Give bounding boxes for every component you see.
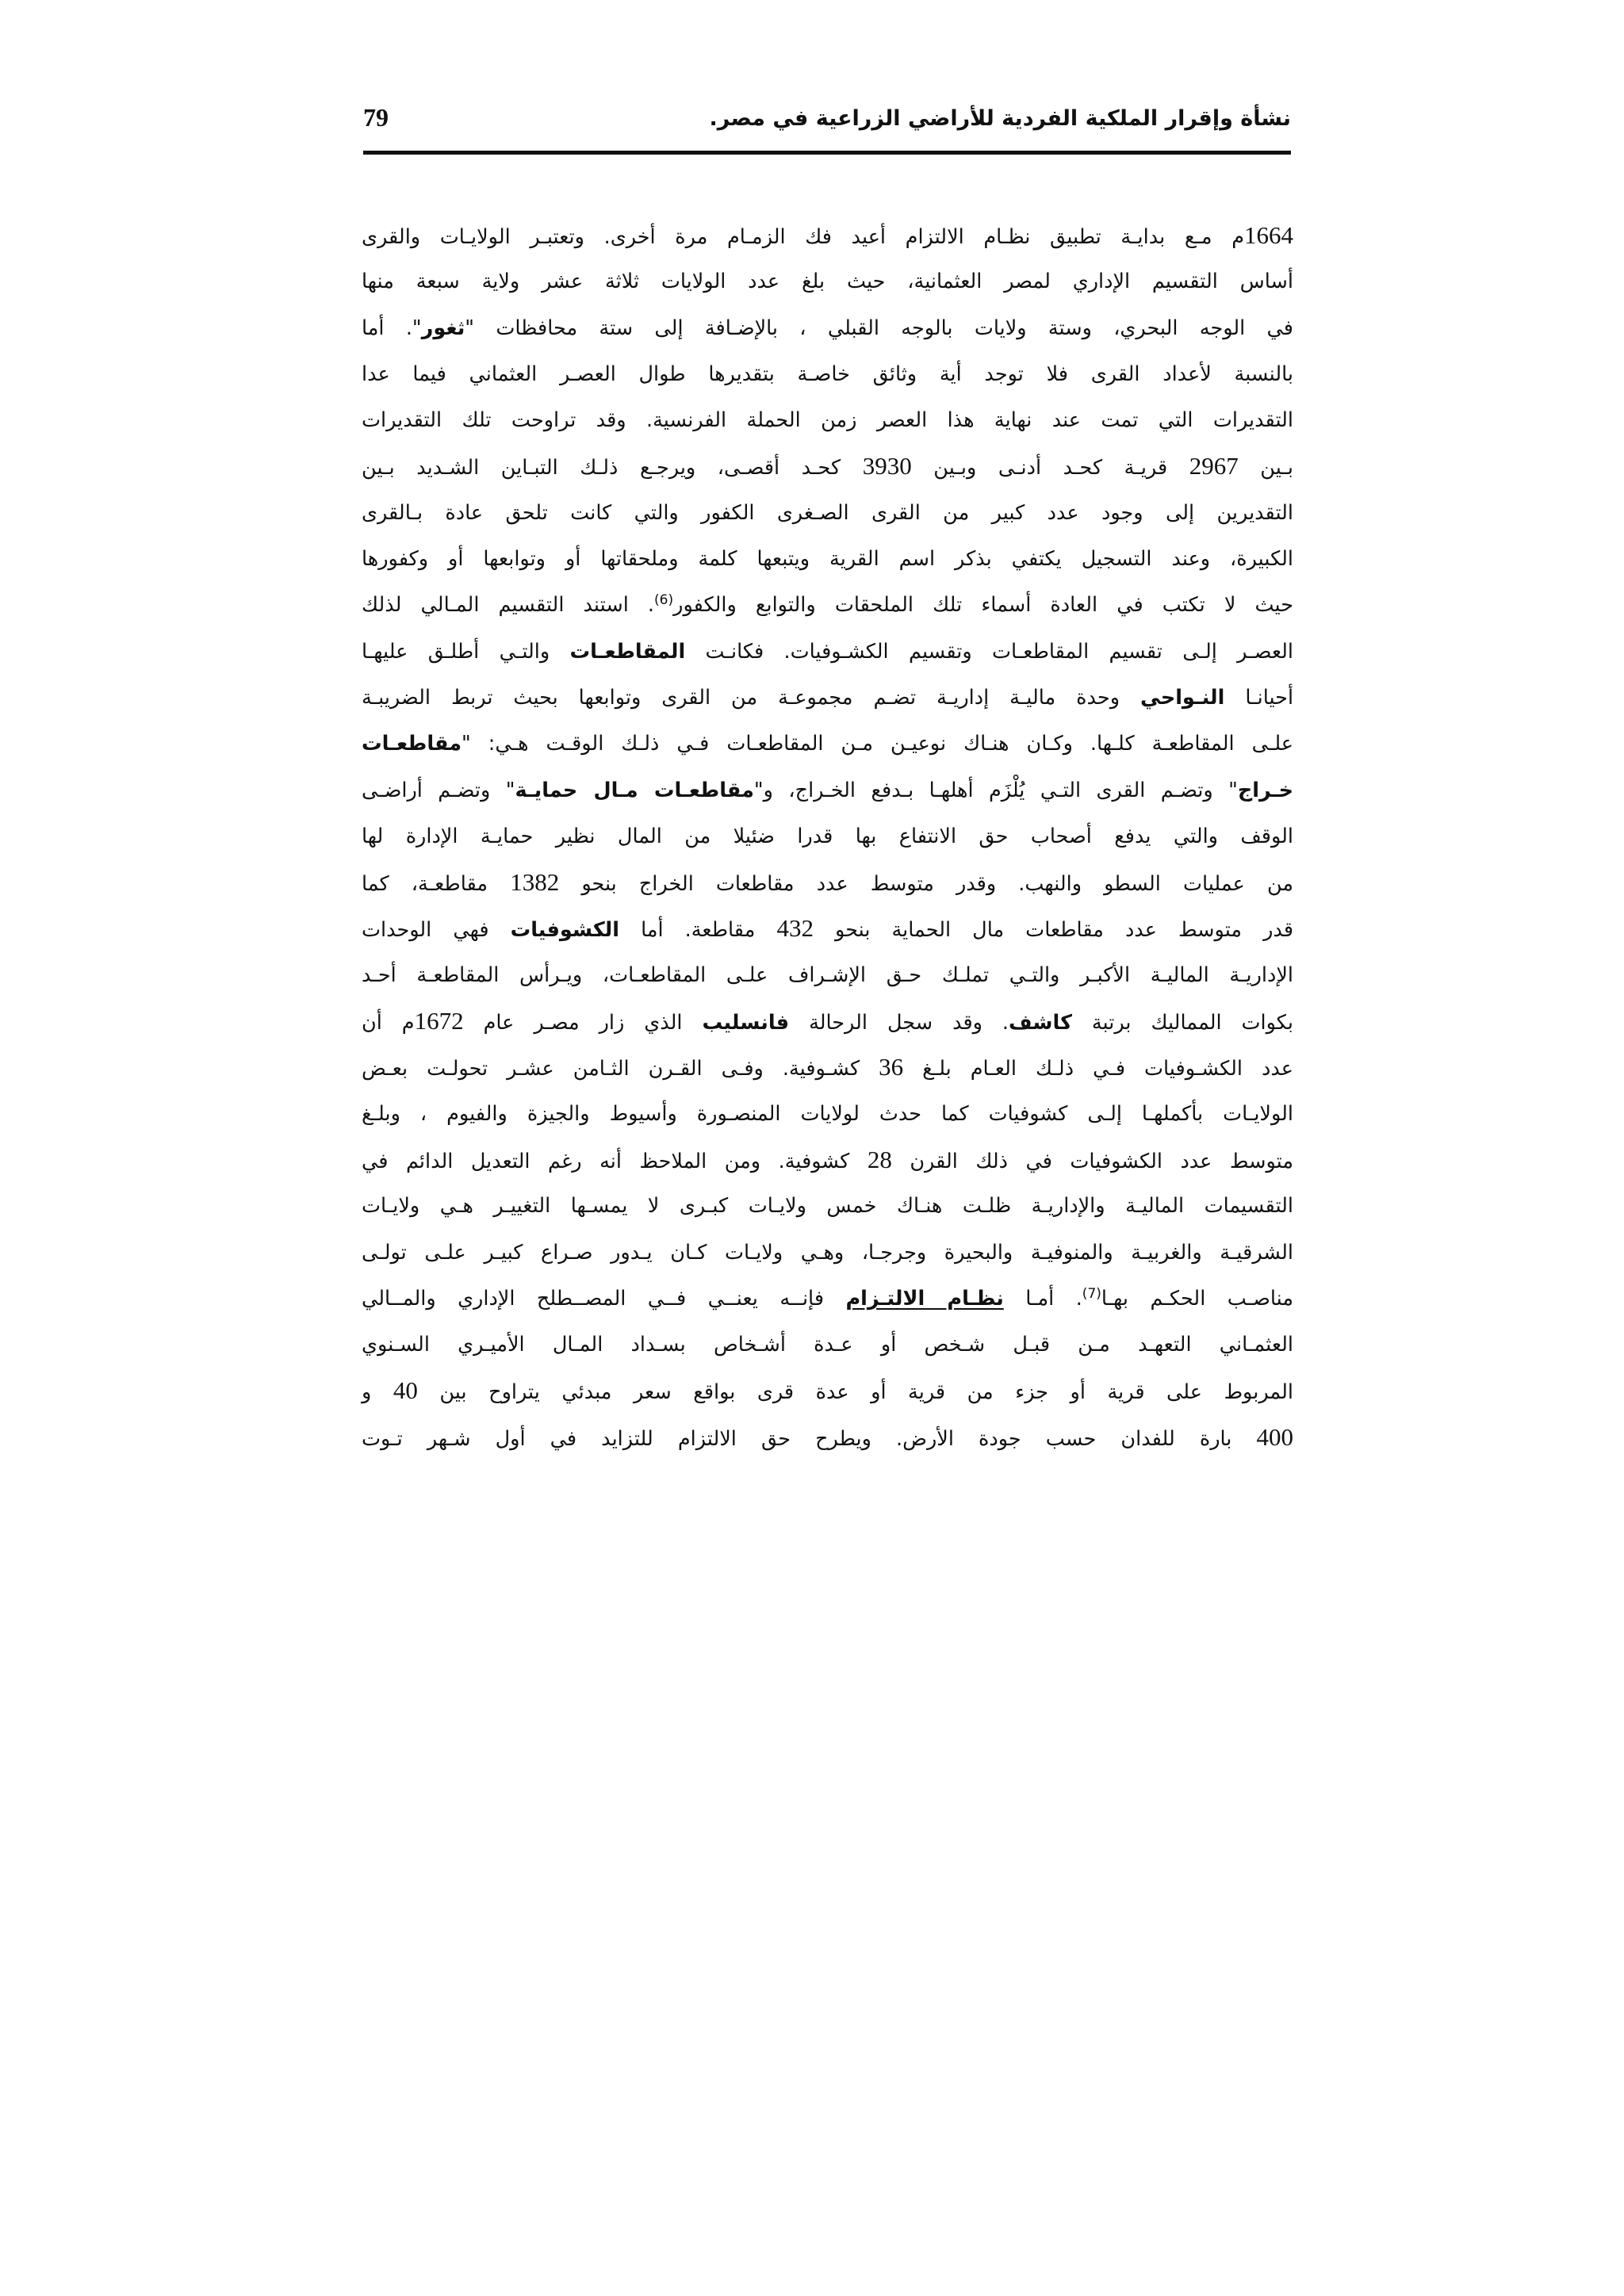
number: 3930	[862, 452, 912, 480]
bold-term: خـراج	[1237, 778, 1293, 802]
text-run: المربوط على قرية أو جزء من قرية أو عدة قرى بواقع سعر مبدئي يتراوح بين	[439, 1380, 1293, 1405]
text-line	[362, 675, 1293, 721]
text-run: كشـوفية. وفـى القـرن الثـامن عشـر تحولـت بعـض	[362, 1057, 860, 1081]
text-line	[362, 1276, 1293, 1322]
number: 28	[867, 1145, 892, 1173]
text-line: الولايـات بأكملهـا إلـى كشوفيات كما حدث لولايات المنصـورة وأسيوط والجيزة والفيوم ، وبلـغ	[362, 1101, 1293, 1126]
text-line: أساس التقسيم الإداري لمصر العثمانية، حيث بلغ عدد الولايات ثلاثة عشر ولاية سبعة منها	[362, 270, 1293, 294]
number: 1382	[510, 868, 560, 897]
text-run: قدر متوسط عدد مقاطعات مال الحماية بنحو	[835, 918, 1294, 943]
text-run: العصـر إلـى تقسيم المقاطعـات وتقسيم الكشـوفيات. فكانـت	[705, 639, 1293, 664]
text-run: فهي الوحدات	[362, 918, 489, 943]
text-line	[362, 859, 1293, 905]
running-header	[363, 95, 1291, 159]
number: 1664	[1244, 221, 1293, 249]
text-run: وحدة ماليـة إداريـة تضـم مجموعـة من القرى وتوابعها بحيث تربط الضريبـة	[362, 685, 1120, 710]
bold-term	[845, 1287, 1003, 1311]
text-run: مناصـب الحكـم بهـا	[1101, 1286, 1294, 1311]
text-run: في الوجه البحري، وستة ولايات بالوجه القبلي ، بالإضـافة إلى ستة محافظات "	[465, 316, 1293, 340]
text-run: عدد الكشـوفيات فـي ذلـك العـام بلـغ	[922, 1057, 1293, 1081]
text-run: بـين	[1260, 456, 1293, 480]
text-run: م مـع بدايـة تطبيق نظـام الالتزام أعيد فك الزمـام مرة أخرى. وتعتبـر الولايـات والقرى	[362, 225, 1244, 249]
text-line	[362, 1368, 1293, 1414]
text-run: مقاطعـة، كما	[362, 872, 488, 897]
number: 400	[1256, 1422, 1293, 1451]
text-line: بالنسبة لأعداد القرى فلا توجد أية وثائق خاصـة بتقديرها طوال العصـر العثماني فيما عدا	[362, 362, 1293, 386]
text-line: التقسيمات الماليـة والإداريـة ظلـت هنـاك خمس ولايـات كبـرى لا يمسـها التغييـر هـي ولايـات	[362, 1194, 1293, 1219]
text-line: الإداريـة الماليـة الأكبـر والتـي تملـك حـق الإشـراف علـى المقاطعـات، ويـرأس المقاطعـة أحـد	[362, 962, 1293, 987]
text-run: متوسط عدد الكشوفيات في ذلك القرن	[910, 1149, 1293, 1173]
bold-term: الكشوفيات	[510, 918, 619, 943]
text-line	[362, 629, 1293, 675]
text-run: ". أما	[362, 316, 422, 340]
text-run: . أمـا	[1025, 1286, 1082, 1311]
text-run: . وقد سجل الرحالة	[809, 1011, 1009, 1035]
text-run: . استند التقسيم المـالي لذلك	[362, 593, 655, 618]
footnote-ref: (7)	[1082, 1285, 1101, 1302]
page-number: 79	[363, 103, 389, 132]
text-run: و	[362, 1380, 372, 1405]
bold-term: المقاطعـات	[569, 639, 686, 664]
text-run: أحيانـا	[1245, 685, 1294, 710]
bold-term: النـواحي	[1140, 685, 1225, 710]
bold-term: كاشف	[1009, 1011, 1072, 1035]
text-line	[362, 443, 1293, 489]
text-run: والتـي أطلـق عليهـا	[362, 639, 550, 664]
text-line	[362, 212, 1293, 258]
text-line: الكبيرة، وعند التسجيل يكتفي بذكر اسم القرية ويتبعها كلمة وملحقاتها أو وتوابعها أو وكفورها	[362, 547, 1293, 572]
text-line	[362, 582, 1293, 628]
text-run: فإنــه يعنــي فــي المصــطلح الإداري والمــالي	[362, 1286, 825, 1311]
text-run: بكوات المماليك برتبة	[1091, 1011, 1293, 1035]
bold-term: ثغور	[421, 316, 465, 340]
header-rule	[363, 151, 1291, 155]
number: 2967	[1189, 452, 1239, 480]
text-line	[362, 721, 1293, 767]
text-run: علـى المقاطعـة كلـها. وكـان هنـاك نوعيـن مـن المقاطعـات فـي ذلـك الوقـت هـي: "	[462, 732, 1293, 756]
footnote-ref: (6)	[654, 592, 674, 609]
text-run: " وتضـم القرى التـي يُلْزَم أهلهـا بـدفع الخـراج، و"	[753, 778, 1238, 802]
text-run: قريـة كحـد أدنـى وبـين	[933, 456, 1168, 480]
underlined-term: نظـام الالتـزام	[845, 1286, 1004, 1311]
number: 36	[879, 1053, 904, 1081]
text-run: كشوفية. ومن الملاحظ أنه رغم التعديل الدائم في	[362, 1149, 850, 1173]
number: 40	[393, 1376, 418, 1405]
text-line: التقديرات التي تمت عند نهاية هذا العصر زمن الحملة الفرنسية. وقد تراوحت تلك التقديرات	[362, 408, 1293, 433]
text-line	[362, 767, 1293, 813]
text-run: " وتضـم أراضـى	[362, 778, 515, 802]
text-run: م أن	[362, 1011, 415, 1035]
bold-term: مقاطعـات مـال حمايـة	[515, 778, 754, 802]
text-line: الوقف والتي يدفع أصحاب حق الانتفاع بها قدرا ضئيلا من المال نظير حمايـة الإدارة لها	[362, 824, 1293, 848]
text-run: الذي زار مصـر عام	[483, 1011, 683, 1035]
text-line	[362, 1414, 1293, 1460]
text-line	[362, 305, 1293, 351]
body-text	[362, 212, 1293, 1460]
text-run: مقاطعة. أما	[641, 918, 756, 943]
text-line: التقديرين إلى وجود عدد كبير من القرى الصـغرى الكفور والتي كانت تلحق عادة بـالقرى	[362, 500, 1293, 525]
text-line	[362, 1137, 1293, 1183]
number: 1672	[414, 1007, 464, 1035]
bold-term: فانسليب	[702, 1011, 790, 1035]
number: 432	[776, 914, 814, 943]
bold-term: مقاطعـات	[362, 732, 462, 756]
text-line: الشرقيـة والغربيـة والمنوفيـة والبحيرة وجرجـا، وهـي ولايـات كـان يـدور صـراع كبيـر علـى تولـى	[362, 1240, 1293, 1265]
text-line: العثمـاني التعهـد مـن قبـل شـخص أو عـدة أشـخاص بسـداد المـال الأميـري السـنوي	[362, 1333, 1293, 1357]
text-line	[362, 998, 1293, 1044]
text-run: من عمليات السطو والنهب. وقدر متوسط عدد مقاطعات الخراج بنحو	[581, 872, 1294, 897]
text-run: كحـد أقصـى، ويرجـع ذلـك التبـاين الشـديد بـين	[362, 456, 841, 480]
running-title: نشأة وإقرار الملكية الفردية للأراضي الزراعية في مصر.	[709, 106, 1291, 131]
text-line	[362, 1044, 1293, 1090]
text-run: حيث لا تكتب في العادة أسماء تلك الملحقات والتوابع والكفور	[673, 593, 1293, 618]
text-line	[362, 905, 1293, 951]
text-run: بارة للفدان حسب جودة الأرض. ويطرح حق الالتزام للتزايد في أول شـهر تـوت	[362, 1426, 1232, 1451]
